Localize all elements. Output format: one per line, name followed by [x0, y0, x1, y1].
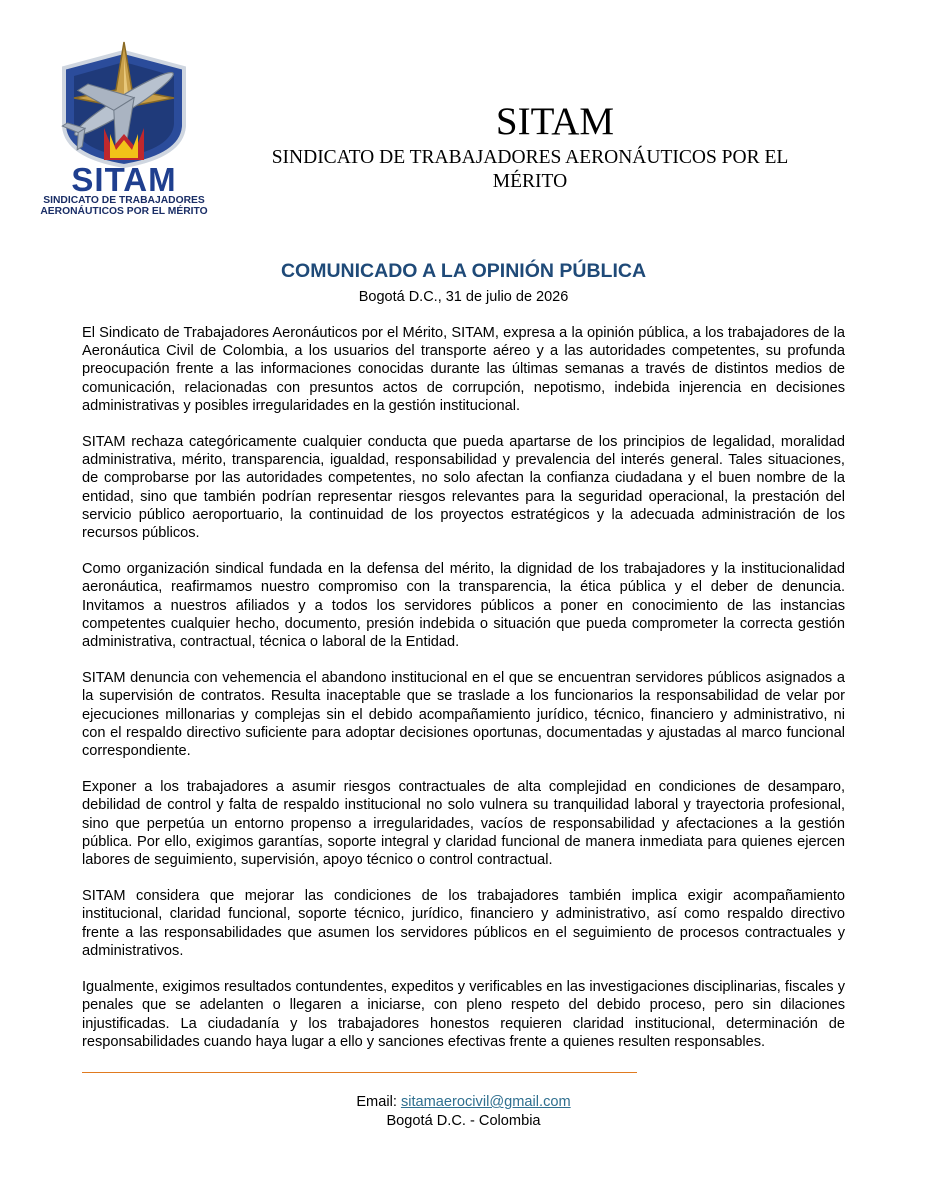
communique-heading: COMUNICADO A LA OPINIÓN PÚBLICA — [280, 260, 647, 282]
dateline: Bogotá D.C., 31 de julio de 2026 — [358, 289, 569, 305]
body-paragraph-3: Como organización sindical fundada en la defensa del mérito, la dignidad de los trabajadores y la institucionalidad aeronáutica, reafirmamos nuestro compromiso con la transparencia, la ética pública y el deber de denuncia. Invitamos a nuestros afiliados y a todos los servidores públicos a poner en conocimiento de las instancias competentes cualquier hecho, documento, presión indebida o situación que pueda comprometer la correcta gestión administrativa, contractual, técnica o laboral de la Entidad. — [82, 561, 845, 651]
body-paragraph-4: SITAM denuncia con vehemencia el abandono institucional en el que se encuentran servidores públicos asignados a la supervisión de contratos. Resulta inaceptable que se traslade a los funcionarios la responsabilidad de velar por ejecuciones millonarias y complejas sin el debido acompañamiento jurídico, técnico, financiero y administrativo, ni con el respaldo directivo suficiente para adoptar decisiones oportunas, documentadas y ajustadas al marco funcional correspondiente. — [82, 670, 845, 760]
communique-body — [82, 324, 845, 1069]
organization-subtitle-line1: SINDICATO DE TRABAJADORES AERONÁUTICOS POR EL — [271, 147, 789, 168]
footer — [0, 1093, 927, 1130]
organization-subtitle-line2: MÉRITO — [492, 171, 568, 192]
footer-email-link[interactable]: sitamaerocivil@gmail.com — [400, 1094, 571, 1110]
body-paragraph-1: El Sindicato de Trabajadores Aeronáuticos por el Mérito, SITAM, expresa a la opinión pública, a los trabajadores de la Aeronáutica Civil de Colombia, a los usuarios del transporte aéreo y a las autoridades competentes, su profunda preocupación frente a las informaciones conocidas durante las últimas semanas a través de distintos medios de comunicación, relacionadas con presuntos actos de corrupción, nepotismo, indebida injerencia en decisiones administrativas y posibles irregularidades en la gestión institucional. — [82, 325, 845, 414]
organization-title: SITAM — [495, 100, 615, 143]
footer-divider — [82, 1072, 637, 1073]
organization-subtitle — [230, 146, 830, 194]
body-paragraph-6: SITAM considera que mejorar las condiciones de los trabajadores también implica exigir acompañamiento institucional, claridad funcional, soporte técnico, jurídico, financiero y administrativo, así como respaldo directivo frente a las responsabilidades que asumen los servidores públicos en el seguimiento de procesos contractuales y administrativos. — [82, 888, 845, 959]
footer-email-label: Email: — [356, 1094, 401, 1110]
body-paragraph-7: Igualmente, exigimos resultados contundentes, expeditos y verificables en las investigaciones disciplinarias, fiscales y penales que se adelanten o llegaren a iniciarse, con pleno respeto del debido proceso, pero sin dilaciones injustificadas. La ciudadanía y los trabajadores honestos requieren claridad institucional, determinación de responsabilidades cuando haya lugar a ello y sanciones efectivas frente a quienes resulten responsables. — [82, 979, 845, 1050]
logo-subtitle — [30, 195, 218, 217]
logo-subtitle-line1: SINDICATO DE TRABAJADORES — [43, 195, 205, 206]
footer-location: Bogotá D.C. - Colombia — [386, 1112, 541, 1129]
body-paragraph-2: SITAM rechaza categóricamente cualquier conducta que pueda apartarse de los principios de legalidad, moralidad administrativa, mérito, transparencia, igualdad, responsabilidad y prevalencia del interés general. Tales situaciones, de comprobarse por las autoridades competentes, no solo afectan la confianza ciudadana y el buen nombre de la entidad, sino que también podrían representar riesgos relevantes para la seguridad operacional, la prestación del servicio público aeroportuario, la continuidad de los proyectos estratégicos y la adecuada administración de los recursos públicos. — [82, 434, 845, 542]
logo-wordmark: SITAM — [71, 161, 177, 198]
footer-email-line — [0, 1093, 927, 1112]
body-paragraph-5: Exponer a los trabajadores a asumir riesgos contractuales de alta complejidad en condiciones de desamparo, debilidad de control y falta de respaldo institucional no solo vulnera su tranquilidad laboral y trayectoria profesional, sino que perpetúa un entorno propenso a irregularidades, vacíos de responsabilidad y afectaciones a la gestión pública. Por ello, exigimos garantías, soporte integral y claridad funcional de manera inmediata para quienes ejercen labores de seguimiento, supervisión, apoyo técnico o control contractual. — [82, 779, 845, 869]
logo-subtitle-line2: AERONÁUTICOS POR EL MÉRITO — [40, 206, 208, 217]
